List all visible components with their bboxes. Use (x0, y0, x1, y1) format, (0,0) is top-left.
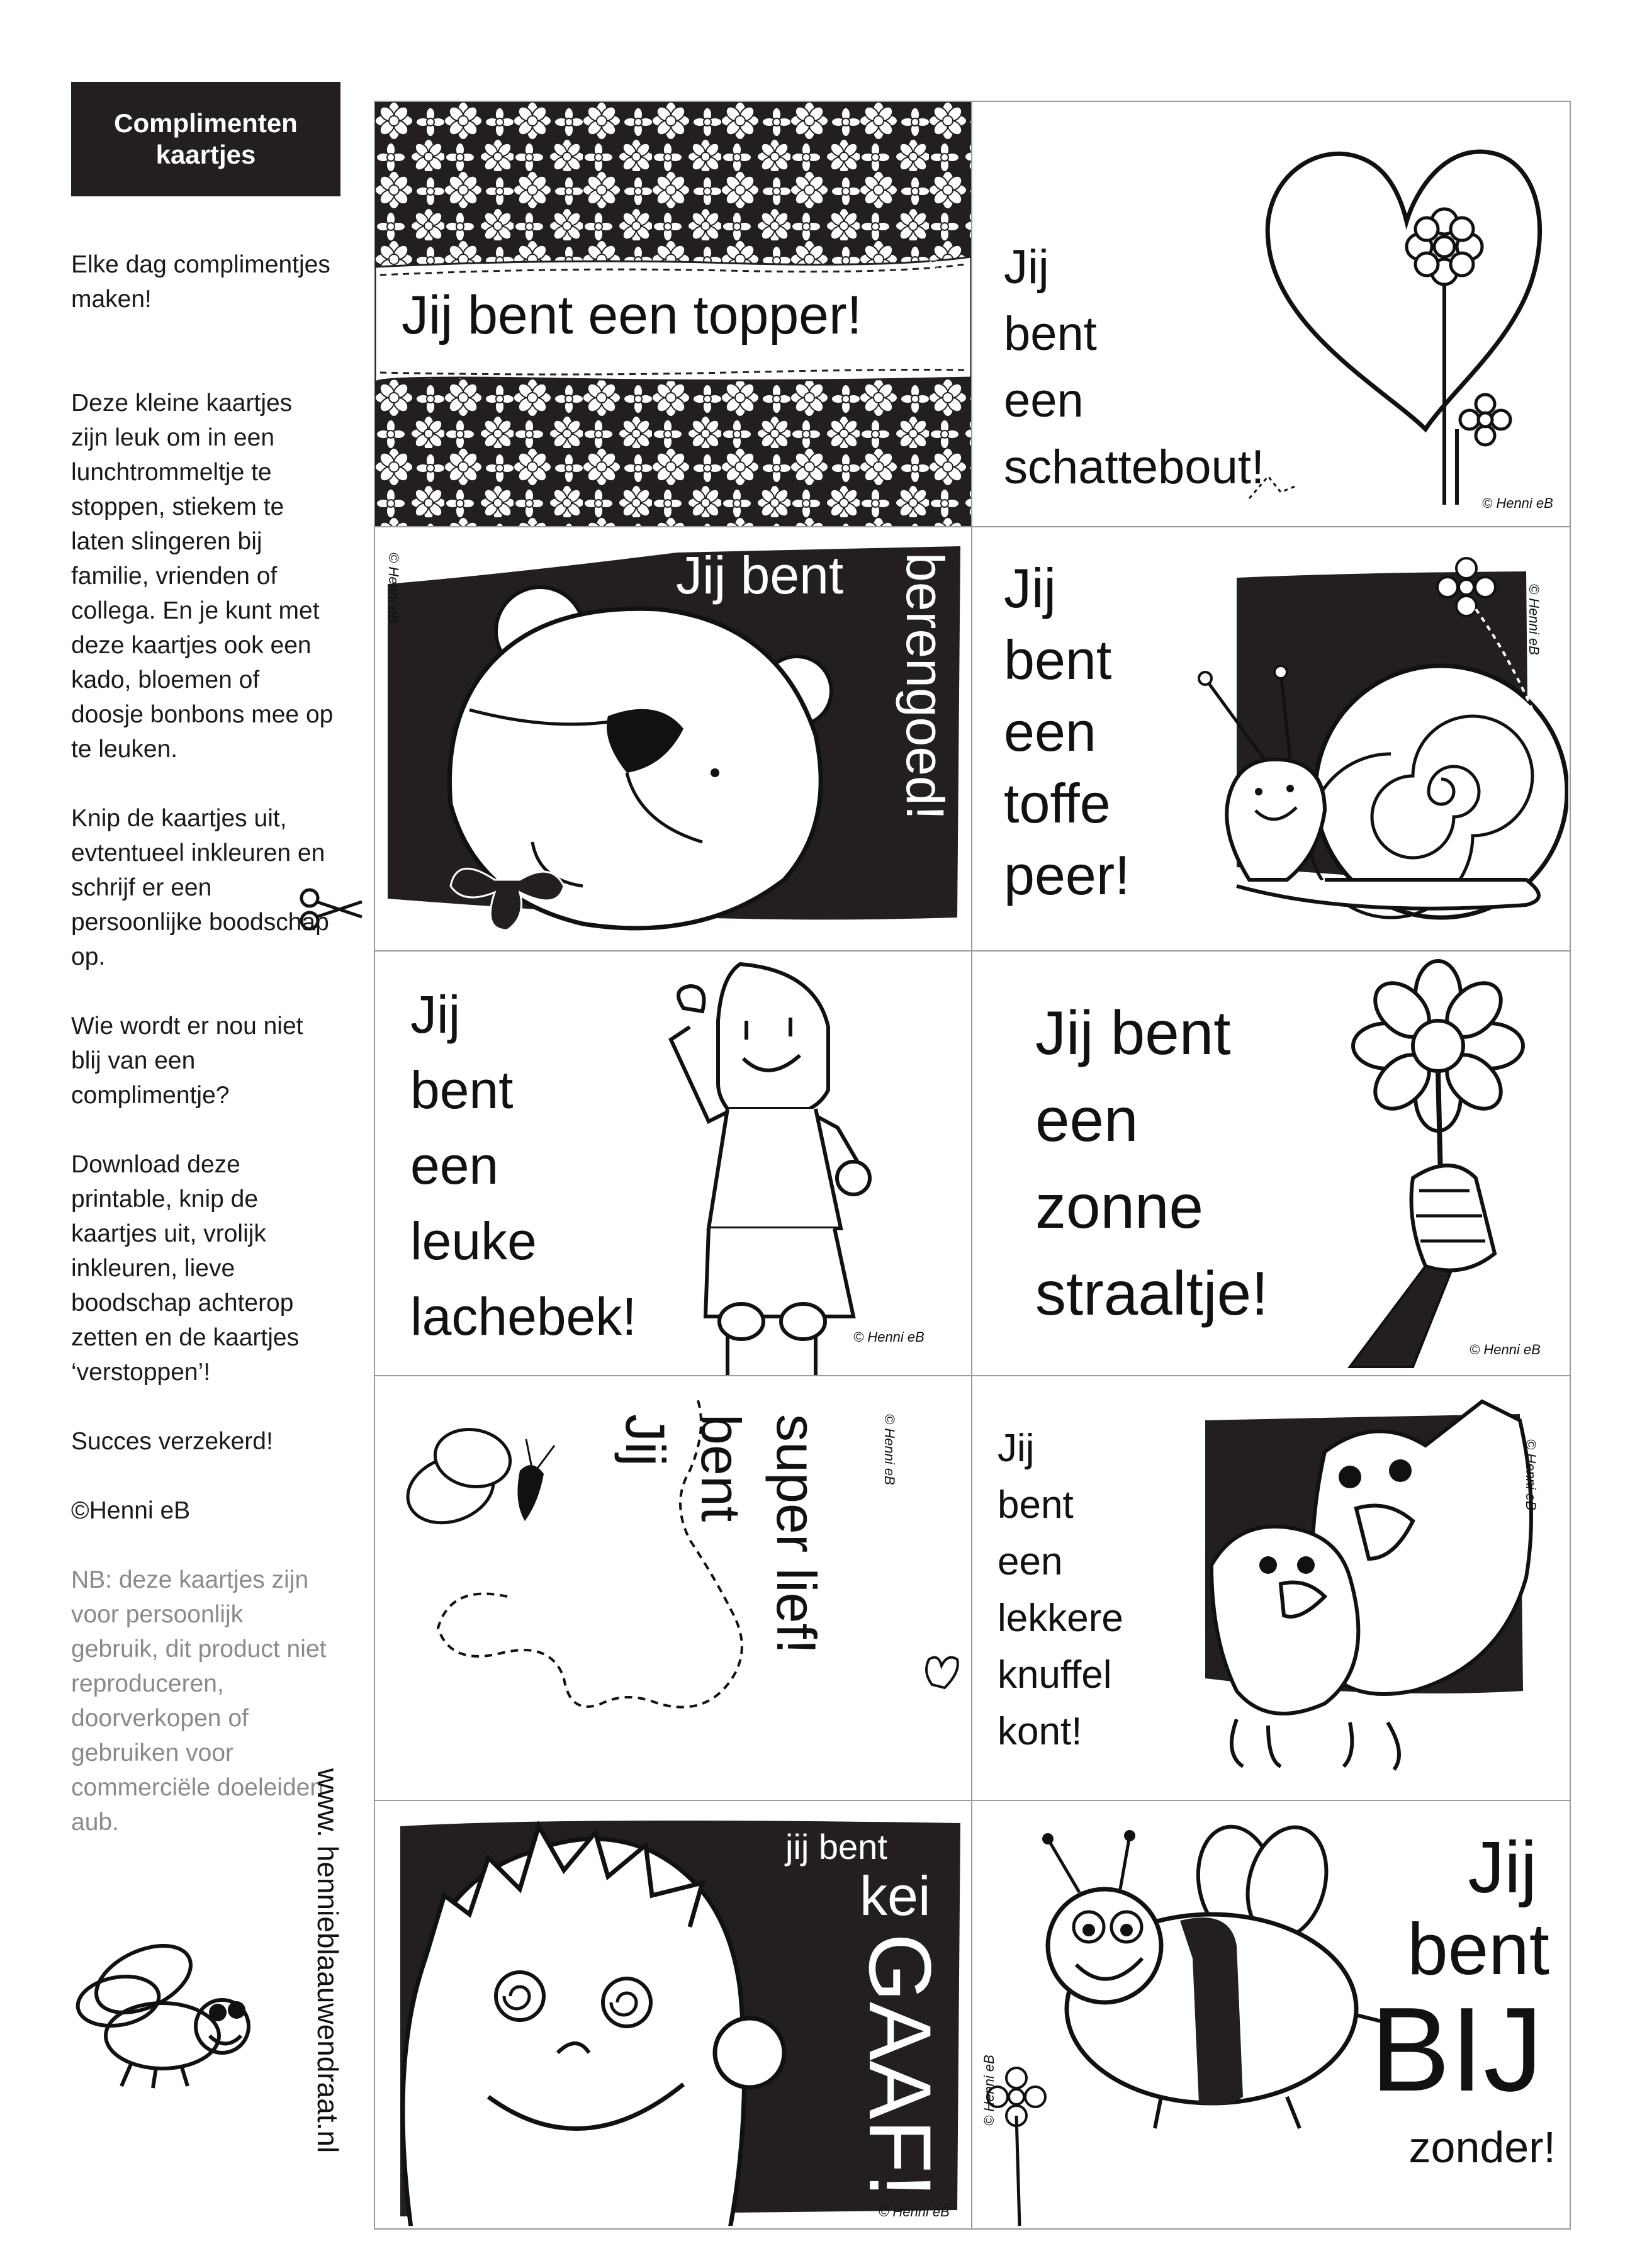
schattebout-line-1: Jij (1004, 240, 1049, 294)
scissors-icon (296, 884, 365, 935)
knuffelkont-line-2: bent (998, 1483, 1074, 1527)
berengoed-line-2: berengoed! (896, 553, 955, 821)
author-paragraph: ©Henni eB (71, 1497, 191, 1524)
card-knuffelkont-copyright: © Henni eB (1523, 1439, 1539, 1510)
card-schattebout[interactable] (972, 102, 1568, 526)
intro-paragraph: Elke dag complimentjes maken! (71, 251, 330, 313)
schattebout-line-3: een (1004, 374, 1084, 427)
toffe-peer-line-1: Jij (1004, 557, 1057, 619)
download-paragraph: Download deze printable, knip de kaartjes uit, vrolijk inkleuren, lieve boodschap achterop zetten en de kaartjes ‘verstoppen’! (71, 1151, 300, 1386)
usage-paragraph: Deze kleine kaartjes zijn leuk om in een lunchtrommeltje te stoppen, stiekem te laten slingeren bij familie, vrienden of collega. En je kunt met deze kaartjes ook een kado, bloemen of doosje bonbons mee op te leuken. (71, 390, 334, 763)
card-super-lief[interactable] (375, 1376, 971, 1800)
toffe-peer-text (1004, 553, 1130, 911)
zonnestraaltje-line-2: een (1035, 1085, 1138, 1154)
card-berengoed[interactable] (375, 527, 971, 950)
card-knuffelkont[interactable] (972, 1376, 1568, 1800)
super-lief-line-3: super lief! (765, 1414, 828, 1654)
heart-icon (1237, 127, 1551, 492)
kei-gaaf-line-3: GAAF! (851, 1933, 950, 2198)
title-box (71, 82, 340, 196)
card-toffe-peer[interactable] (972, 527, 1568, 950)
title-line-2: kaartjes (155, 140, 256, 169)
bij-line-4: zonder! (1408, 2123, 1556, 2172)
knuffelkont-line-3: een (998, 1540, 1063, 1583)
schattebout-line-4: schattebout! (1004, 441, 1265, 494)
schattebout-text (1004, 234, 1264, 501)
bij-line-1: Jij (1468, 1826, 1537, 1908)
toffe-peer-line-5: peer! (1004, 844, 1130, 906)
bij-line-3: BIJ (1370, 1983, 1543, 2116)
zonnestraaltje-line-4: straaltje! (1035, 1259, 1269, 1328)
toffe-peer-line-4: toffe (1004, 772, 1111, 834)
toffe-peer-line-2: bent (1004, 629, 1112, 691)
knuffelkont-text (998, 1420, 1123, 1760)
card-super-lief-copyright: © Henni eB (882, 1414, 897, 1485)
zonnestraaltje-line-1: Jij bent (1035, 998, 1231, 1067)
schattebout-line-2: bent (1004, 307, 1097, 361)
knuffelkont-line-4: lekkere (998, 1597, 1123, 1640)
card-lachebek-copyright: © Henni eB (853, 1329, 925, 1345)
lachebek-line-2: bent (410, 1060, 514, 1120)
bear-icon (375, 527, 971, 950)
kei-gaaf-line-2: kei (860, 1865, 931, 1927)
card-kei-gaaf-copyright: © Henni eB (879, 2204, 950, 2220)
lachebek-line-4: leuke (410, 1211, 537, 1271)
knuffelkont-line-5: knuffel (998, 1653, 1112, 1697)
card-kei-gaaf[interactable] (375, 1801, 971, 2226)
title-line-1: Complimenten (114, 108, 298, 138)
website-url[interactable]: www. hennieblaauwendraat.nl (312, 1768, 344, 2153)
card-zonnestraaltje[interactable] (972, 952, 1568, 1375)
question-paragraph: Wie wordt er nou niet blij van een complimentje? (71, 1013, 303, 1109)
kei-gaaf-line-1: jij bent (785, 1827, 887, 1867)
card-lachebek[interactable] (375, 952, 971, 1375)
zonnestraaltje-line-3: zonne (1035, 1172, 1204, 1241)
license-note: NB: deze kaartjes zijn voor persoonlijk gebruik, dit product niet reproduceren, doorverkopen of gebruiken voor commerciële doeleiden aub. (71, 1566, 327, 1836)
fly-icon (68, 1932, 282, 2089)
topper-text: Jij bent een topper! (402, 285, 862, 345)
knuffelkont-line-6: kont! (998, 1710, 1082, 1753)
card-topper[interactable] (375, 102, 971, 526)
lachebek-text (410, 977, 637, 1354)
card-berengoed-copyright: © Henni eB (386, 553, 402, 624)
super-lief-line-1: Jij (614, 1414, 677, 1467)
lachebek-line-1: Jij (410, 985, 461, 1044)
card-bij-zonder-copyright: © Henni eB (981, 2055, 997, 2126)
super-lief-line-2: bent (690, 1414, 752, 1522)
card-schattebout-copyright: © Henni eB (1482, 495, 1553, 511)
lachebek-line-3: een (410, 1136, 499, 1195)
berengoed-line-1: Jij bent (676, 546, 844, 605)
zonnestraaltje-text (1035, 989, 1268, 1337)
card-toffe-peer-copyright: © Henni eB (1526, 584, 1542, 655)
cut-paragraph: Knip de kaartjes uit, evtentueel inkleuren en schrijf er een persoonlijke boodschap op. (71, 805, 329, 970)
toffe-peer-line-3: een (1004, 700, 1096, 763)
card-topper-copyright: © Henni eB (926, 259, 941, 330)
lachebek-line-5: lachebek! (410, 1287, 637, 1346)
knuffelkont-line-1: Jij (998, 1427, 1035, 1470)
bij-line-2: bent (1407, 1908, 1549, 1990)
card-bij-zonder[interactable] (972, 1801, 1568, 2226)
card-zonnestraaltje-copyright: © Henni eB (1470, 1342, 1541, 1357)
success-paragraph: Succes verzekerd! (71, 1428, 273, 1455)
